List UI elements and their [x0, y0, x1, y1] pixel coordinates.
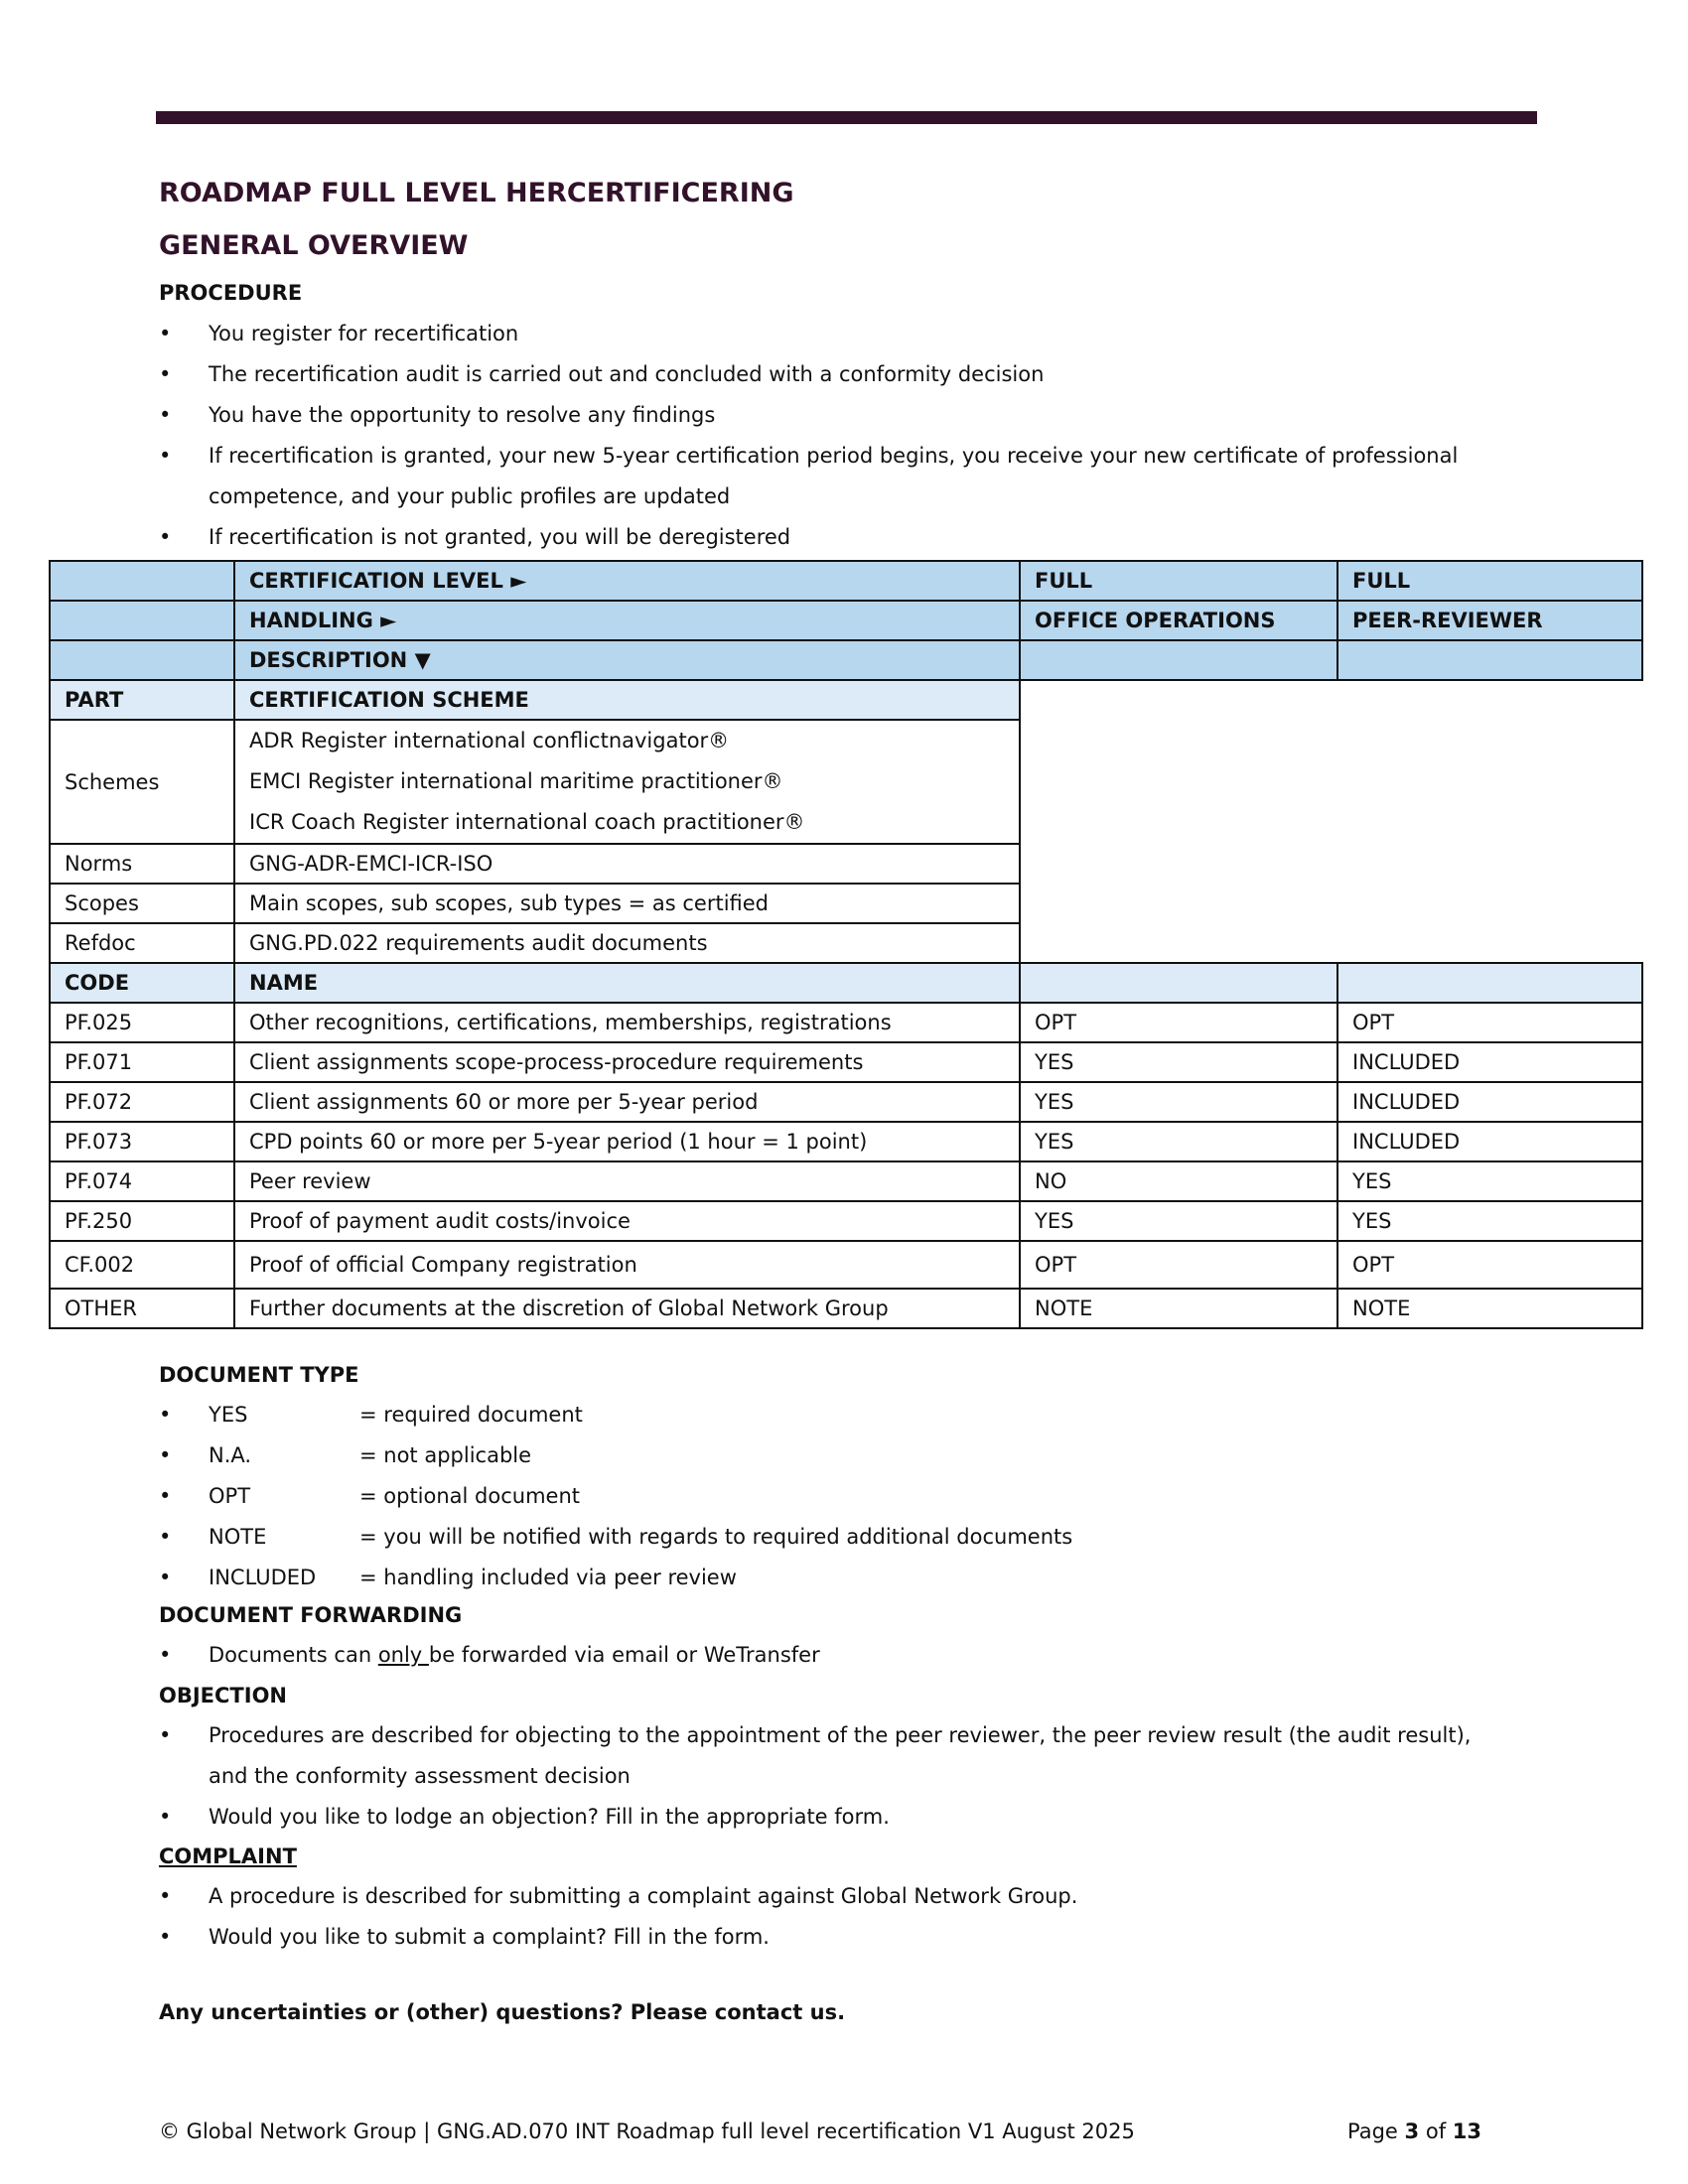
name-cell: Other recognitions, certifications, memberships, registrations [234, 1003, 1020, 1042]
list-item: • A procedure is described for submitting a complaint against Global Network Group. [159, 1876, 1539, 1917]
peer-description [1337, 640, 1642, 680]
code-cell: OTHER [50, 1289, 234, 1328]
peer-col-header [1337, 963, 1642, 1003]
doc-type-term: N.A. [209, 1443, 252, 1467]
part-cell: Norms [50, 844, 234, 884]
table-row [50, 1201, 1642, 1241]
footer-text: © Global Network Group | GNG.AD.070 INT Roadmap full level recertification V1 August 2025 [159, 2119, 1135, 2143]
forwarding-text: Documents can [209, 1643, 378, 1667]
peer-cell: OPT [1337, 1003, 1642, 1042]
scheme-item: ICR Coach Register international coach practitioner® [249, 810, 805, 834]
list-item: • You have the opportunity to resolve any findings [159, 395, 1539, 436]
part-header: PART [50, 680, 234, 720]
doc-type-def: = required document [359, 1403, 583, 1427]
objection-heading: OBJECTION [159, 1684, 287, 1707]
table-row [50, 1161, 1642, 1201]
table-row [50, 1122, 1642, 1161]
list-item [159, 1435, 1539, 1476]
empty-area [1020, 680, 1642, 963]
office-description [1020, 640, 1337, 680]
list-item: • Procedures are described for objecting to the appointment of the peer reviewer, the peer review result (the audit result), and the conformity assessment decision [159, 1715, 1489, 1797]
list-item [159, 1517, 1539, 1558]
scheme-item: ADR Register international conflictnavigator® [249, 729, 730, 752]
peer-cell: INCLUDED [1337, 1082, 1642, 1122]
code-cell: PF.250 [50, 1201, 234, 1241]
peer-handling: PEER-REVIEWER [1337, 601, 1642, 640]
complaint-heading: COMPLAINT [159, 1844, 297, 1868]
code-cell: PF.072 [50, 1082, 234, 1122]
office-level: FULL [1020, 561, 1337, 601]
page-number [1347, 2119, 1481, 2143]
complaint-list [159, 1876, 1539, 1958]
value-cell: Main scopes, sub scopes, sub types = as certified [234, 884, 1020, 923]
office-cell: OPT [1020, 1241, 1337, 1289]
document-forwarding-heading: DOCUMENT FORWARDING [159, 1603, 463, 1627]
certification-level-label: CERTIFICATION LEVEL ► [234, 561, 1020, 601]
table-row [50, 1289, 1642, 1328]
forwarding-emphasis: only [377, 1643, 429, 1667]
current-page: 3 [1404, 2119, 1420, 2143]
schemes-label: Schemes [50, 720, 234, 844]
name-header: NAME [234, 963, 1020, 1003]
code-cell: CF.002 [50, 1241, 234, 1289]
name-cell: Peer review [234, 1161, 1020, 1201]
list-item: • Would you like to lodge an objection? Fill in the appropriate form. [159, 1797, 1489, 1838]
doc-type-term: NOTE [209, 1525, 267, 1549]
document-type-heading: DOCUMENT TYPE [159, 1363, 359, 1387]
office-handling: OFFICE OPERATIONS [1020, 601, 1337, 640]
doc-type-term: OPT [209, 1484, 251, 1508]
name-cell: Proof of official Company registration [234, 1241, 1020, 1289]
doc-type-term: INCLUDED [209, 1566, 317, 1589]
table-row [50, 601, 1642, 640]
doc-type-def: = you will be notified with regards to required additional documents [359, 1525, 1073, 1549]
list-item: • You register for recertification [159, 314, 1539, 354]
office-col-header [1020, 963, 1337, 1003]
doc-type-def: = handling included via peer review [359, 1566, 737, 1589]
code-cell: PF.025 [50, 1003, 234, 1042]
peer-cell: INCLUDED [1337, 1122, 1642, 1161]
code-header: CODE [50, 963, 234, 1003]
procedure-list [159, 314, 1539, 558]
office-cell: YES [1020, 1201, 1337, 1241]
office-cell: YES [1020, 1122, 1337, 1161]
top-rule [156, 111, 1537, 124]
list-item: • Would you like to submit a complaint? Fill in the form. [159, 1917, 1539, 1958]
table-row [50, 1082, 1642, 1122]
header-blank [50, 601, 234, 640]
forwarding-text: be forwarded via email or WeTransfer [428, 1643, 820, 1667]
page-title: ROADMAP FULL LEVEL HERCERTIFICERING [159, 178, 794, 208]
table-row [50, 1241, 1642, 1289]
list-item [159, 1476, 1539, 1517]
peer-cell: YES [1337, 1201, 1642, 1241]
objection-list [159, 1715, 1489, 1838]
schemes-list [234, 720, 1020, 844]
scheme-header: CERTIFICATION SCHEME [234, 680, 1020, 720]
peer-cell: YES [1337, 1161, 1642, 1201]
value-cell: GNG.PD.022 requirements audit documents [234, 923, 1020, 963]
table-row [50, 1003, 1642, 1042]
office-cell: YES [1020, 1082, 1337, 1122]
header-blank [50, 561, 234, 601]
header-blank [50, 640, 234, 680]
name-cell: CPD points 60 or more per 5-year period (1 hour = 1 point) [234, 1122, 1020, 1161]
list-item: • If recertification is granted, your new 5-year certification period begins, you receive your new certificate of professional competence, and your public profiles are updated [159, 436, 1539, 517]
part-cell: Refdoc [50, 923, 234, 963]
scheme-item: EMCI Register international maritime practitioner® [249, 769, 783, 793]
document-type-list [159, 1395, 1539, 1598]
list-item [159, 1558, 1539, 1598]
doc-type-def: = optional document [359, 1484, 581, 1508]
page-subtitle: GENERAL OVERVIEW [159, 230, 469, 261]
doc-type-term: YES [209, 1403, 248, 1427]
table-row [50, 640, 1642, 680]
document-forwarding-list [159, 1635, 1539, 1676]
doc-type-def: = not applicable [359, 1443, 532, 1467]
page-word: Page [1347, 2119, 1398, 2143]
contact-note: Any uncertainties or (other) questions? Please contact us. [159, 2000, 846, 2024]
office-cell: OPT [1020, 1003, 1337, 1042]
name-cell: Client assignments 60 or more per 5-year period [234, 1082, 1020, 1122]
name-cell: Further documents at the discretion of Global Network Group [234, 1289, 1020, 1328]
office-cell: NO [1020, 1161, 1337, 1201]
office-cell: YES [1020, 1042, 1337, 1082]
table-row [50, 1042, 1642, 1082]
list-item: • The recertification audit is carried out and concluded with a conformity decision [159, 354, 1539, 395]
code-cell: PF.071 [50, 1042, 234, 1082]
requirements-table [49, 560, 1643, 1329]
table-row [50, 963, 1642, 1003]
procedure-heading: PROCEDURE [159, 281, 303, 305]
peer-cell: NOTE [1337, 1289, 1642, 1328]
list-item [159, 1395, 1539, 1435]
total-pages: 13 [1452, 2119, 1482, 2143]
description-label: DESCRIPTION ▼ [234, 640, 1020, 680]
peer-cell: INCLUDED [1337, 1042, 1642, 1082]
list-item: • If recertification is not granted, you will be deregistered [159, 517, 1539, 558]
part-cell: Scopes [50, 884, 234, 923]
handling-label: HANDLING ► [234, 601, 1020, 640]
peer-cell: OPT [1337, 1241, 1642, 1289]
list-item [159, 1635, 1539, 1676]
table-row [50, 561, 1642, 601]
code-cell: PF.073 [50, 1122, 234, 1161]
name-cell: Client assignments scope-process-procedure requirements [234, 1042, 1020, 1082]
name-cell: Proof of payment audit costs/invoice [234, 1201, 1020, 1241]
peer-level: FULL [1337, 561, 1642, 601]
value-cell: GNG-ADR-EMCI-ICR-ISO [234, 844, 1020, 884]
of-word: of [1425, 2119, 1447, 2143]
office-cell: NOTE [1020, 1289, 1337, 1328]
code-cell: PF.074 [50, 1161, 234, 1201]
table-row [50, 680, 1642, 720]
